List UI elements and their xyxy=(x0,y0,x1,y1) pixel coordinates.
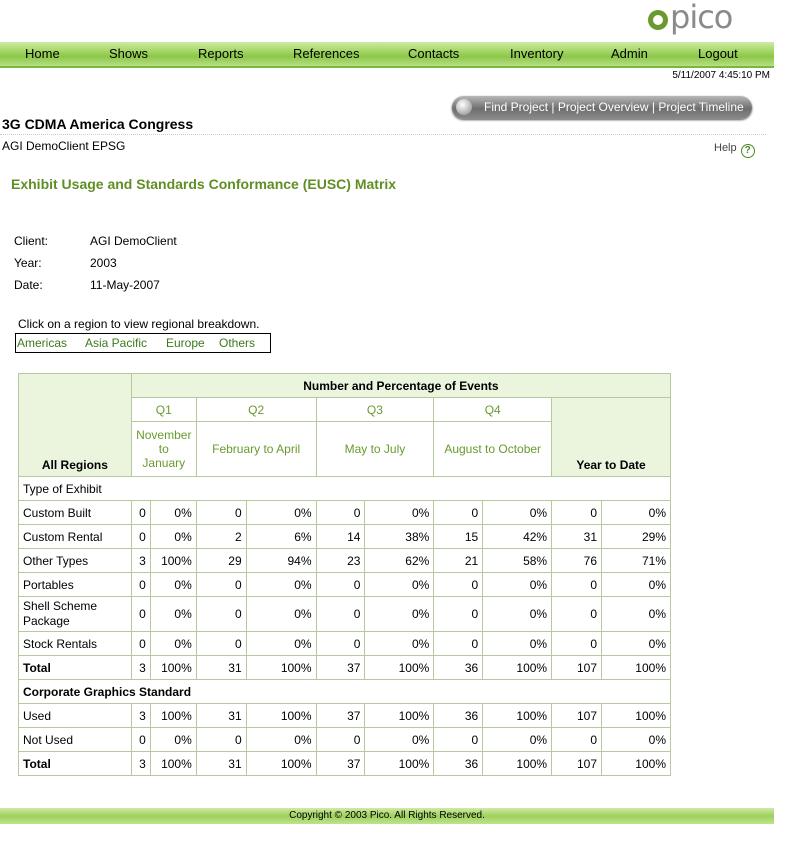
region-americas[interactable]: Americas xyxy=(17,336,68,350)
percent-cell: 0% xyxy=(483,632,552,656)
percent-cell: 94% xyxy=(246,549,316,573)
count-cell: 29 xyxy=(196,549,246,573)
nav-shows[interactable]: Shows xyxy=(109,46,149,61)
percent-cell: 0% xyxy=(246,632,316,656)
percent-cell: 0% xyxy=(150,525,196,549)
percent-cell: 0% xyxy=(483,573,552,597)
meta-year xyxy=(14,256,117,270)
region-selector xyxy=(15,333,271,353)
q4-range: August to October xyxy=(434,422,552,477)
percent-cell: 100% xyxy=(150,704,196,728)
meta-year-value: 2003 xyxy=(90,256,117,270)
group-header: Number and Percentage of Events xyxy=(131,374,670,398)
count-cell: 0 xyxy=(131,501,150,525)
percent-cell: 0% xyxy=(483,597,552,632)
percent-cell: 0% xyxy=(365,632,434,656)
help-label: Help xyxy=(714,142,737,154)
table-row xyxy=(19,573,671,597)
nav-home[interactable]: Home xyxy=(25,46,60,61)
project-timeline-link[interactable]: Project Timeline xyxy=(658,100,744,114)
percent-cell: 0% xyxy=(483,501,552,525)
count-cell: 0 xyxy=(131,573,150,597)
row-label: Stock Rentals xyxy=(19,632,132,656)
nav-logout[interactable]: Logout xyxy=(698,46,738,61)
count-cell: 0 xyxy=(552,597,602,632)
nav-inventory[interactable]: Inventory xyxy=(510,46,564,61)
percent-cell: 100% xyxy=(365,752,434,776)
table-row xyxy=(19,704,671,728)
count-cell: 31 xyxy=(196,704,246,728)
count-cell: 36 xyxy=(434,752,483,776)
count-cell: 107 xyxy=(552,704,602,728)
nav-reports[interactable]: Reports xyxy=(198,46,244,61)
percent-cell: 0% xyxy=(150,728,196,752)
count-cell: 31 xyxy=(196,656,246,680)
row-label: Total xyxy=(19,752,132,776)
percent-cell: 100% xyxy=(150,752,196,776)
count-cell: 0 xyxy=(316,597,365,632)
q3-range: May to July xyxy=(316,422,434,477)
count-cell: 76 xyxy=(552,549,602,573)
count-cell: 3 xyxy=(131,752,150,776)
table-row xyxy=(19,549,671,573)
count-cell: 37 xyxy=(316,656,365,680)
percent-cell: 58% xyxy=(483,549,552,573)
count-cell: 2 xyxy=(196,525,246,549)
count-cell: 36 xyxy=(434,656,483,680)
row-label: Portables xyxy=(19,573,132,597)
meta-date-value: 11-May-2007 xyxy=(90,278,160,292)
count-cell: 0 xyxy=(434,632,483,656)
pico-logo-icon xyxy=(648,10,668,30)
help-icon: ? xyxy=(741,144,755,158)
row-label: Other Types xyxy=(19,549,132,573)
count-cell: 23 xyxy=(316,549,365,573)
client-subtitle: AGI DemoClient EPSG xyxy=(2,139,126,153)
q1-range: November to January xyxy=(131,422,196,477)
nav-admin[interactable]: Admin xyxy=(611,46,648,61)
percent-cell: 0% xyxy=(483,728,552,752)
nav-references[interactable]: References xyxy=(293,46,360,61)
percent-cell: 0% xyxy=(150,573,196,597)
percent-cell: 0% xyxy=(602,573,671,597)
table-row xyxy=(19,525,671,549)
section-title: Corporate Graphics Standard xyxy=(19,680,671,704)
row-label: Total xyxy=(19,656,132,680)
percent-cell: 0% xyxy=(246,597,316,632)
percent-cell: 100% xyxy=(150,549,196,573)
count-cell: 0 xyxy=(552,573,602,597)
corner-header: All Regions xyxy=(19,374,132,477)
percent-cell: 0% xyxy=(365,501,434,525)
count-cell: 3 xyxy=(131,656,150,680)
table-row xyxy=(19,728,671,752)
percent-cell: 0% xyxy=(602,728,671,752)
count-cell: 0 xyxy=(196,501,246,525)
count-cell: 14 xyxy=(316,525,365,549)
row-label: Custom Rental xyxy=(19,525,132,549)
percent-cell: 0% xyxy=(602,597,671,632)
q2-header: Q2 xyxy=(196,398,316,422)
q3-header: Q3 xyxy=(316,398,434,422)
percent-cell: 100% xyxy=(602,656,671,680)
project-title: 3G CDMA America Congress xyxy=(2,116,194,132)
count-cell: 0 xyxy=(131,597,150,632)
count-cell: 37 xyxy=(316,752,365,776)
find-project-link[interactable]: Find Project xyxy=(484,100,549,114)
count-cell: 0 xyxy=(316,632,365,656)
count-cell: 21 xyxy=(434,549,483,573)
count-cell: 0 xyxy=(196,632,246,656)
table-row xyxy=(19,752,671,776)
ytd-header: Year to Date xyxy=(552,398,671,477)
percent-cell: 100% xyxy=(483,704,552,728)
table-row xyxy=(19,501,671,525)
percent-cell: 0% xyxy=(602,501,671,525)
percent-cell: 100% xyxy=(246,704,316,728)
percent-cell: 100% xyxy=(150,656,196,680)
timestamp: 5/11/2007 4:45:10 PM xyxy=(672,70,770,81)
count-cell: 0 xyxy=(131,728,150,752)
percent-cell: 100% xyxy=(602,704,671,728)
percent-cell: 0% xyxy=(365,728,434,752)
percent-cell: 42% xyxy=(483,525,552,549)
region-europe[interactable]: Europe xyxy=(166,336,205,350)
pico-logo xyxy=(646,2,766,42)
table-row xyxy=(19,597,671,632)
percent-cell: 0% xyxy=(150,632,196,656)
nav-contacts[interactable]: Contacts xyxy=(408,46,460,61)
eusc-matrix-table xyxy=(18,373,671,776)
count-cell: 37 xyxy=(316,704,365,728)
count-cell: 107 xyxy=(552,656,602,680)
region-others[interactable]: Others xyxy=(219,336,256,350)
project-overview-link[interactable]: Project Overview xyxy=(557,100,649,114)
count-cell: 31 xyxy=(552,525,602,549)
title-divider xyxy=(0,134,766,135)
percent-cell: 0% xyxy=(365,597,434,632)
meta-date xyxy=(14,278,160,292)
count-cell: 15 xyxy=(434,525,483,549)
row-label: Not Used xyxy=(19,728,132,752)
percent-cell: 0% xyxy=(246,728,316,752)
row-label: Shell Scheme Package xyxy=(19,597,132,632)
region-note: Click on a region to view regional breakdown. xyxy=(18,317,260,331)
table-row xyxy=(19,656,671,680)
percent-cell: 100% xyxy=(483,656,552,680)
count-cell: 0 xyxy=(316,728,365,752)
count-cell: 0 xyxy=(196,597,246,632)
meta-client xyxy=(14,234,177,248)
percent-cell: 100% xyxy=(365,656,434,680)
q2-range: February to April xyxy=(196,422,316,477)
q1-header: Q1 xyxy=(131,398,196,422)
page-heading: Exhibit Usage and Standards Conformance (EUSC) Matrix xyxy=(11,176,397,192)
section-title: Type of Exhibit xyxy=(19,477,671,501)
percent-cell: 0% xyxy=(365,573,434,597)
footer-copyright: Copyright © 2003 Pico. All Rights Reserved. xyxy=(0,808,774,824)
count-cell: 0 xyxy=(552,632,602,656)
percent-cell: 0% xyxy=(246,573,316,597)
percent-cell: 100% xyxy=(602,752,671,776)
count-cell: 31 xyxy=(196,752,246,776)
meta-year-label: Year: xyxy=(14,256,42,270)
percent-cell: 0% xyxy=(150,501,196,525)
percent-cell: 38% xyxy=(365,525,434,549)
logo-text: pico xyxy=(670,0,733,36)
count-cell: 0 xyxy=(552,728,602,752)
count-cell: 0 xyxy=(316,573,365,597)
percent-cell: 62% xyxy=(365,549,434,573)
pill-knob-icon xyxy=(456,99,472,115)
row-label: Custom Built xyxy=(19,501,132,525)
table-row xyxy=(19,632,671,656)
percent-cell: 100% xyxy=(246,752,316,776)
count-cell: 0 xyxy=(196,728,246,752)
count-cell: 0 xyxy=(552,501,602,525)
percent-cell: 71% xyxy=(602,549,671,573)
meta-client-label: Client: xyxy=(14,234,49,248)
meta-client-value: AGI DemoClient xyxy=(90,234,177,248)
main-nav xyxy=(0,42,774,68)
count-cell: 0 xyxy=(434,501,483,525)
percent-cell: 100% xyxy=(365,704,434,728)
count-cell: 0 xyxy=(434,728,483,752)
count-cell: 0 xyxy=(434,573,483,597)
percent-cell: 0% xyxy=(150,597,196,632)
row-label: Used xyxy=(19,704,132,728)
percent-cell: 100% xyxy=(483,752,552,776)
count-cell: 3 xyxy=(131,549,150,573)
percent-cell: 29% xyxy=(602,525,671,549)
count-cell: 0 xyxy=(316,501,365,525)
percent-cell: 0% xyxy=(246,501,316,525)
meta-date-label: Date: xyxy=(14,278,43,292)
percent-cell: 100% xyxy=(246,656,316,680)
help-link[interactable] xyxy=(714,142,755,158)
count-cell: 0 xyxy=(196,573,246,597)
count-cell: 107 xyxy=(552,752,602,776)
count-cell: 0 xyxy=(131,632,150,656)
percent-cell: 6% xyxy=(246,525,316,549)
project-nav-pill: Find Project | Project Overview | Project Timeline xyxy=(452,96,752,119)
count-cell: 3 xyxy=(131,704,150,728)
region-asia-pacific[interactable]: Asia Pacific xyxy=(85,336,148,350)
count-cell: 0 xyxy=(131,525,150,549)
count-cell: 0 xyxy=(434,597,483,632)
percent-cell: 0% xyxy=(602,632,671,656)
count-cell: 36 xyxy=(434,704,483,728)
q4-header: Q4 xyxy=(434,398,552,422)
